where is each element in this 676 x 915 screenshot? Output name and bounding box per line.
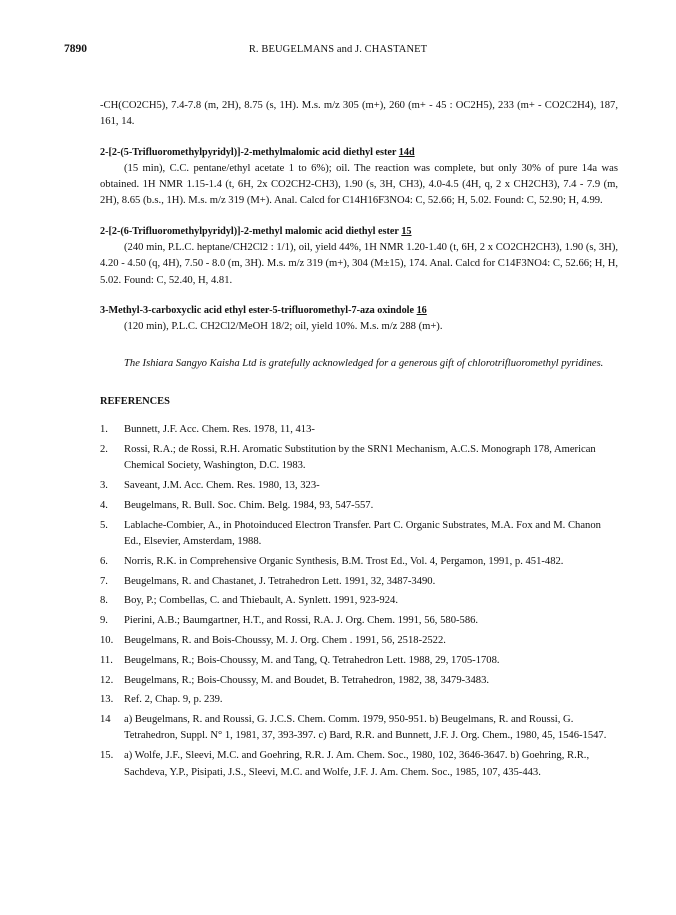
reference-number: 5.: [100, 519, 108, 531]
reference-number: 4.: [100, 499, 108, 511]
page-content: [100, 98, 618, 784]
reference-number: 1.: [100, 424, 108, 436]
reference-item: [100, 673, 618, 689]
continuation-paragraph: -CH(CO2CH5), 7.4-7.8 (m, 2H), 8.75 (s, 1H). M.s. m/z 305 (m+), 260 (m+ - 45 : OC2H5), 233 (m+ - CO2C2H4), 187, 161, 14.: [100, 100, 618, 128]
reference-item: [100, 633, 618, 649]
reference-number: 15.: [100, 750, 114, 762]
reference-item: [100, 554, 618, 570]
reference-number: 12.: [100, 674, 114, 686]
reference-item: [100, 712, 618, 745]
compound-title-text: 2-[2-(6-Trifluoromethylpyridyl)]-2-methyl malomic acid diethyl ester: [100, 225, 402, 237]
reference-text: Beugelmans, R.; Bois-Choussy, M. and Tang, Q. Tetrahedron Lett. 1988, 29, 1705-1708.: [124, 654, 500, 666]
reference-item: [100, 498, 618, 514]
reference-item: [100, 442, 618, 475]
reference-text: Ref. 2, Chap. 9, p. 239.: [124, 694, 223, 706]
reference-item: [100, 478, 618, 494]
reference-text: Beugelmans, R. and Bois-Choussy, M. J. Org. Chem . 1991, 56, 2518-2522.: [124, 634, 446, 646]
reference-text: Boy, P.; Combellas, C. and Thiebault, A. Synlett. 1991, 923-924.: [124, 595, 398, 607]
reference-text: Beugelmans, R. and Chastanet, J. Tetrahedron Lett. 1991, 32, 3487-3490.: [124, 575, 436, 587]
reference-text: Saveant, J.M. Acc. Chem. Res. 1980, 13, 323-: [124, 480, 320, 492]
running-header-authors: R. BEUGELMANS and J. CHASTANET: [248, 44, 428, 55]
reference-item: [100, 748, 618, 781]
reference-number: 7.: [100, 575, 108, 587]
references-heading: REFERENCES: [100, 395, 170, 407]
reference-number: 10.: [100, 634, 114, 646]
compound-number: 15: [401, 225, 412, 237]
reference-text: a) Beugelmans, R. and Roussi, G. J.C.S. Chem. Comm. 1979, 950-951. b) Beugelmans, R. and Roussi, G. Tetrahedron, Suppl. N° 1, 1981, 37, 393-397. c) Bard, R.R. and Bunnett, J.F. J. Org. Chem., 1980, 45, 1546-1547.: [124, 714, 607, 742]
compound-title: [100, 145, 618, 161]
compound-number: 16: [416, 304, 427, 316]
reference-item: [100, 593, 618, 609]
reference-text: Norris, R.K. in Comprehensive Organic Synthesis, B.M. Trost Ed., Vol. 4, Pergamon, 1991, p. 451-482.: [124, 555, 564, 567]
reference-number: 6.: [100, 555, 108, 567]
reference-item: [100, 653, 618, 669]
reference-text: a) Wolfe, J.F., Sleevi, M.C. and Goehring, R.R. J. Am. Chem. Soc., 1980, 102, 3646-3647. b) Goehring, R.R., Sachdeva, Y.P., Pisipati, J.S., Sleevi, M.C. and Wolfe, J.F. J. Am. Chem. Soc., 1985, 107, 435-443.: [124, 750, 590, 778]
compound-title: [100, 224, 618, 240]
page-number: 7890: [64, 43, 87, 55]
compound-number: 14d: [398, 146, 415, 158]
compound-description: (120 min), P.L.C. CH2Cl2/MeOH 18/2; oil, yield 10%. M.s. m/z 288 (m+).: [124, 321, 443, 333]
reference-text: Pierini, A.B.; Baumgartner, H.T., and Rossi, R.A. J. Org. Chem. 1991, 56, 580-586.: [124, 615, 479, 627]
compound-entry: [100, 145, 618, 210]
reference-number: 2.: [100, 443, 108, 455]
reference-item: [100, 422, 618, 438]
reference-number: 3.: [100, 480, 108, 492]
acknowledgement: The Ishiara Sangyo Kaisha Ltd is gratefully acknowledged for a generous gift of chlorotrifluoromethyl pyridines.: [124, 357, 604, 369]
reference-item: [100, 692, 618, 708]
compound-entry: [100, 224, 618, 289]
compound-description: (240 min, P.L.C. heptane/CH2Cl2 : 1/1), oil, yield 44%, 1H NMR 1.20-1.40 (t, 6H, 2 x CO2CH2CH3), 1.90 (s, 3H), 4.20 - 4.50 (q, 4H), 7.50 - 8.0 (m, 3H). M.s. m/z 319 (m+), 304 (M±15), 174. Anal. Calcd for C14F3NO4: C, 52.66; H, H, 5.02. Found: C, 52.40, H, 4.81.: [100, 242, 618, 286]
reference-number: 13.: [100, 694, 114, 706]
reference-item: [100, 613, 618, 629]
compound-title-text: 2-[2-(5-Trifluoromethylpyridyl)]-2-methylmalomic acid diethyl ester: [100, 146, 399, 158]
reference-text: Bunnett, J.F. Acc. Chem. Res. 1978, 11, 413-: [124, 424, 315, 436]
reference-number: 9.: [100, 615, 108, 627]
compound-entry: [100, 303, 618, 336]
reference-number: 8.: [100, 595, 108, 607]
compound-title-text: 3-Methyl-3-carboxyclic acid ethyl ester-5-trifluoromethyl-7-aza oxindole: [100, 304, 417, 316]
reference-list: [100, 422, 618, 781]
reference-text: Rossi, R.A.; de Rossi, R.H. Aromatic Substitution by the SRN1 Mechanism, A.C.S. Monograph 178, American Chemical Society, Washington, D.C. 1983.: [124, 443, 596, 472]
reference-item: [100, 518, 618, 551]
compound-title: [100, 303, 618, 319]
reference-text: Lablache-Combier, A., in Photoinduced Electron Transfer. Part C. Organic Substrates, M.A. Fox and M. Chanon Ed., Elsevier, Amsterdam, 1988.: [124, 519, 601, 547]
reference-text: Beugelmans, R.; Bois-Choussy, M. and Boudet, B. Tetrahedron, 1982, 38, 3479-3483.: [124, 674, 490, 686]
reference-number: 11.: [100, 654, 113, 666]
reference-text: Beugelmans, R. Bull. Soc. Chim. Belg. 1984, 93, 547-557.: [124, 499, 374, 511]
reference-item: [100, 574, 618, 590]
reference-number: 14: [100, 714, 111, 726]
compound-description: (15 min), C.C. pentane/ethyl acetate 1 to 6%); oil. The reaction was complete, but only 30% of pure 14a was obtained. 1H NMR 1.15-1.4 (t, 6H, 2x CO2CH2-CH3), 1.90 (s, 3H, CH3), 4.0-4.5 (4H, q, 2 x CH2CH3), 7.4 - 7.9 (m, 2H), 8.65 (b.s., 1H). M.s. m/z 319 (M+). Anal. Calcd for C14H16F3NO4: C, 52.66; H, 5.02. Found: C, 52.90; H, 4.99.: [100, 162, 618, 207]
